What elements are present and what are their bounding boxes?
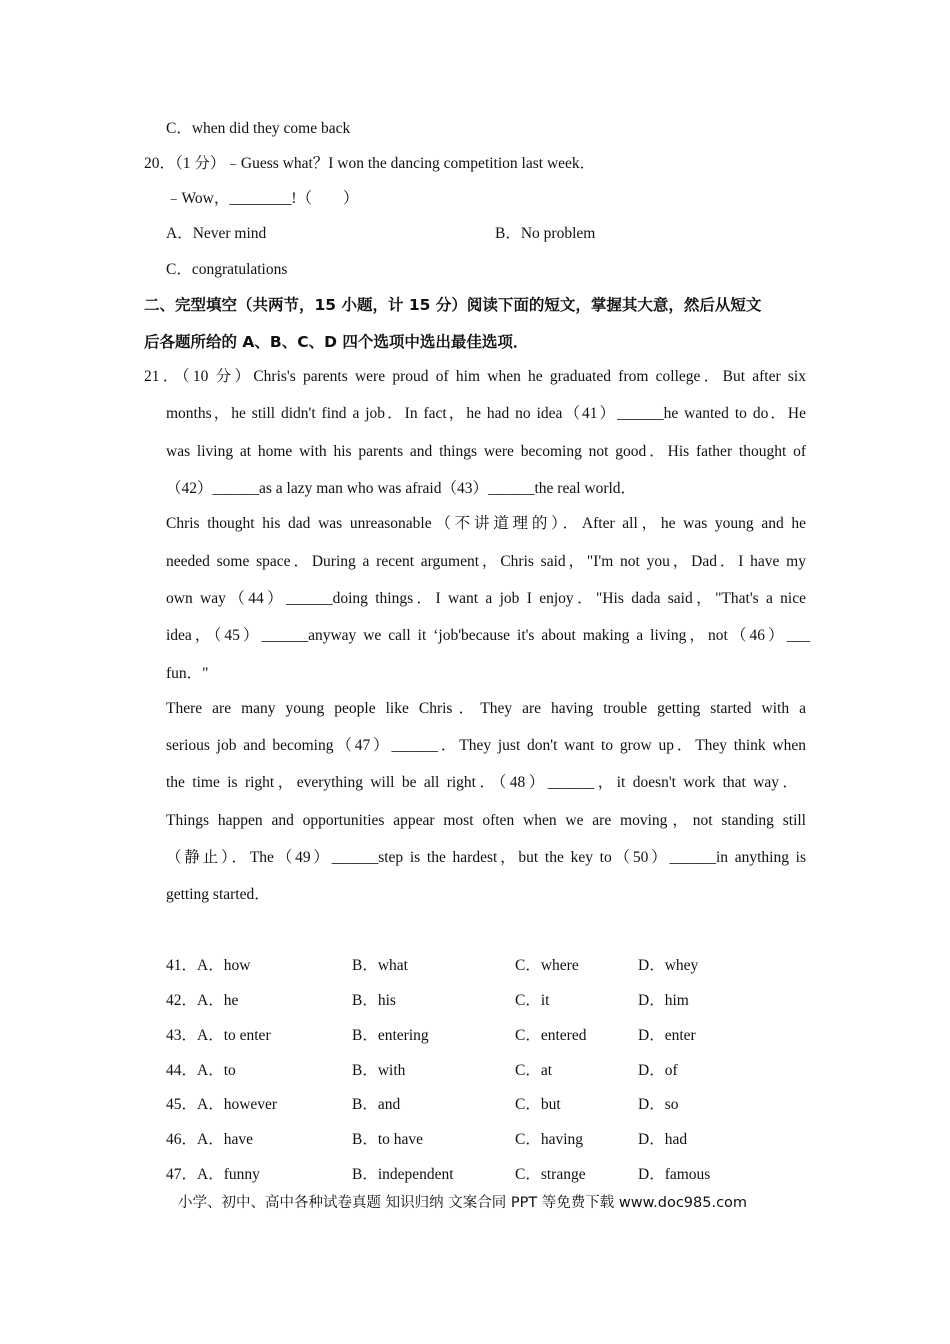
passage-line: serious job and becoming（47）______．They just don't want to grow up．They think when xyxy=(166,737,806,754)
passage-line: getting started． xyxy=(166,886,270,903)
passage-line: needed some space．During a recent argument，Chris said，"I'm not you，Dad．I have my xyxy=(166,553,806,570)
passage-line: idea，（45）______anyway we call it ‘job'because it's about making a living，not（46）___ xyxy=(166,627,810,644)
choice-42-d: D．him xyxy=(638,992,689,1009)
choice-44-c: C．at xyxy=(515,1062,553,1079)
section2-heading-line1: 二、完型填空（共两节，15 小题，计 15 分）阅读下面的短文，掌握其大意，然后从短文 xyxy=(144,296,762,314)
choice-44-d: D．of xyxy=(638,1062,678,1079)
q20-option-c: C．congratulations xyxy=(166,261,288,278)
choice-46-b: B．to have xyxy=(352,1131,424,1148)
passage-line: the time is right，everything will be all right．（48）______，it doesn't work that way． xyxy=(166,774,798,791)
choice-43-b: B．entering xyxy=(352,1027,429,1044)
choice-46-c: C．having xyxy=(515,1131,584,1148)
choice-43-a: 43．A．to enter xyxy=(166,1027,271,1044)
choice-47-d: D．famous xyxy=(638,1166,711,1183)
choice-46-a: 46．A．have xyxy=(166,1131,253,1148)
passage-line: fun．" xyxy=(166,665,209,682)
choice-46-d: D．had xyxy=(638,1131,688,1148)
choice-43-d: D．enter xyxy=(638,1027,696,1044)
choice-47-b: B．independent xyxy=(352,1166,454,1183)
q20-stem: 20．（1 分）﹣Guess what？I won the dancing competition last week． xyxy=(144,155,596,172)
choice-44-a: 44．A．to xyxy=(166,1062,236,1079)
choice-42-b: B．his xyxy=(352,992,396,1009)
passage-line: （静止）．The（49）______step is the hardest，but the key to（50）______in anything is xyxy=(166,849,806,866)
choice-42-a: 42．A．he xyxy=(166,992,239,1009)
passage-line: own way（44）______doing things．I want a job I enjoy．"His dada said，"That's a nice xyxy=(166,590,806,607)
q20-option-b: B．No problem xyxy=(495,225,596,242)
q20-option-a: A．Never mind xyxy=(166,225,267,242)
choice-41-a: 41．A．how xyxy=(166,957,251,974)
choice-45-c: C．but xyxy=(515,1096,561,1113)
passage-line: （42）______as a lazy man who was afraid（43）______the real world． xyxy=(166,480,637,497)
choice-45-d: D．so xyxy=(638,1096,679,1113)
choice-41-c: C．where xyxy=(515,957,579,974)
choice-41-d: D．whey xyxy=(638,957,699,974)
footer-watermark: 小学、初中、高中各种试卷真题 知识归纳 文案合同 PPT 等免费下载 www.doc985.com xyxy=(178,1195,748,1211)
passage-line: 21．（10 分）Chris's parents were proud of him when he graduated from college．But after six xyxy=(144,368,806,385)
choice-45-b: B．and xyxy=(352,1096,401,1113)
q20-dialogue: ﹣Wow，________!（ ） xyxy=(166,190,359,207)
choice-42-c: C．it xyxy=(515,992,550,1009)
choice-44-b: B．with xyxy=(352,1062,406,1079)
choice-41-b: B．what xyxy=(352,957,408,974)
choice-47-a: 47．A．funny xyxy=(166,1166,260,1183)
section2-heading-line2: 后各题所给的 A、B、C、D 四个选项中选出最佳选项． xyxy=(144,333,529,351)
passage-line: There are many young people like Chris．They are having trouble getting started with a xyxy=(166,700,806,717)
choice-47-c: C．strange xyxy=(515,1166,586,1183)
passage-line: months，he still didn't find a job．In fact，he had no idea（41）______he wanted to do．He xyxy=(166,405,806,422)
choice-45-a: 45．A．however xyxy=(166,1096,278,1113)
passage-line: was living at home with his parents and things were becoming not good．His father thought of xyxy=(166,443,806,460)
passage-line: Chris thought his dad was unreasonable（不讲道理的）．After all，he was young and he xyxy=(166,515,806,532)
choice-43-c: C．entered xyxy=(515,1027,587,1044)
q19-option-c: C．when did they come back xyxy=(166,120,351,137)
passage-line: Things happen and opportunities appear most often when we are moving，not standing still xyxy=(166,812,806,829)
